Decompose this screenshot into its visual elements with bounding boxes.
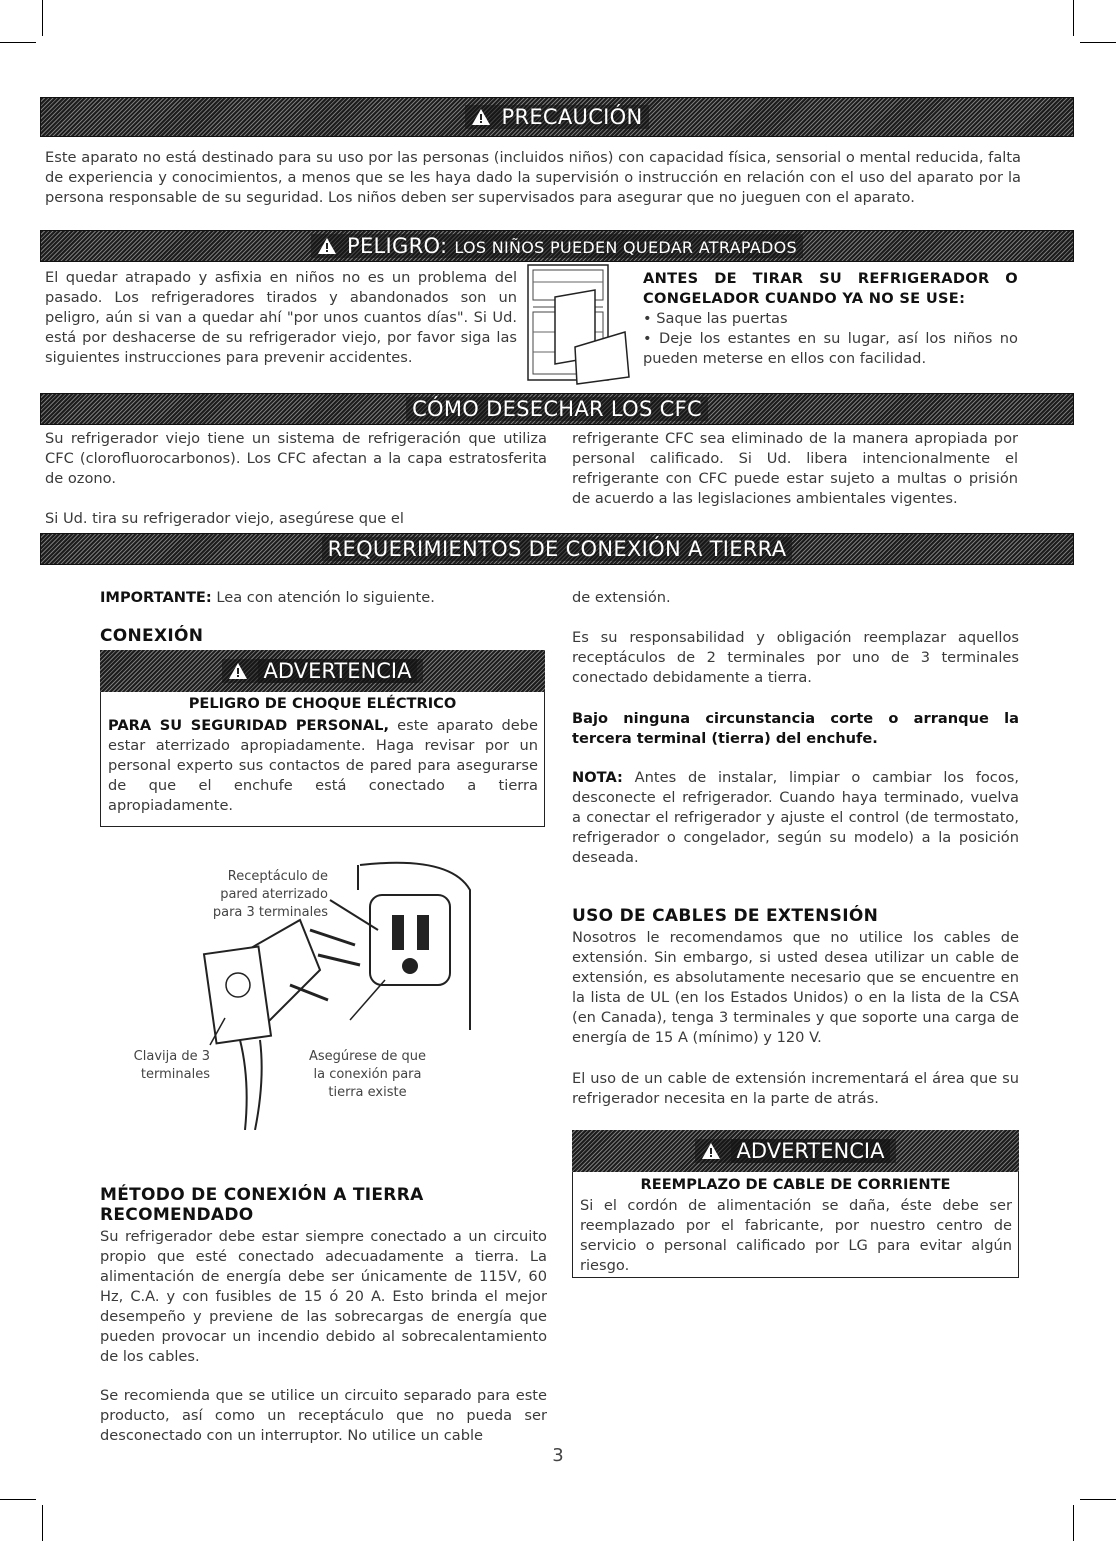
refrigerator-figure (525, 262, 635, 387)
precaucion-header (40, 97, 1074, 137)
advertencia-1-subtitle: PELIGRO DE CHOQUE ELÉCTRICO (188, 695, 457, 712)
fig-label-receptacle: Receptáculo de pared aterrizado para 3 terminales (212, 869, 328, 920)
importante-line (100, 588, 550, 608)
importante-label: IMPORTANTE: (100, 589, 212, 606)
crop-mark (42, 0, 43, 36)
crop-mark (1073, 1505, 1074, 1541)
advertencia-2-text: Si el cordón de alimentación se daña, éste debe ser reemplazado por el fabricante, por nuestro centro de servicio o personal calificado por LG para evitar algún riesgo. (580, 1197, 1012, 1274)
metodo-p2: Se recomienda que se utilice un circuito separado para este producto, así como un receptáculo que no pueda ser desconectado con un interruptor. No utilice un cable (100, 1387, 547, 1444)
uso-p2: El uso de un cable de extensión incrementará el área que su refrigerador necesita en la parte de atrás. (572, 1070, 1019, 1107)
peligro-bullet-2: • Deje los estantes en su lugar, así los niños no pueden meterse en ellos con facilidad. (643, 330, 1018, 367)
crop-mark (1080, 42, 1116, 43)
metodo-heading: MÉTODO DE CONEXIÓN A TIERRA RECOMENDADO (100, 1185, 424, 1225)
cfc-left-p1: Su refrigerador viejo tiene un sistema de refrigeración que utiliza CFC (clorofluorocarbonos). Los CFC afectan a la capa estratosferita de ozono. (45, 430, 547, 487)
cfc-title: CÓMO DESECHAR LOS CFC (406, 397, 708, 421)
metodo-p1: Su refrigerador debe estar siempre conectado a un circuito propio que esté conectado adecuadamente a tierra. La alimentación de energía debe ser únicamente de 115V, 60 Hz, C.A. y con fusibles de 15 ó 20 A. Esto brinda el mejor desempeño y previene de las sobrecargas de energía que pueden provocar un incendio debido al sobrecalentamiento de los cables. (100, 1228, 547, 1365)
peligro-bullet-1: • Saque las puertas (643, 310, 788, 327)
advertencia-1-body: este aparato debe estar aterrizado apropiadamente. Haga revisar por un personal experto sus contactos de pared para asegurarse de que el enchufe está conectado a tierra apropiadamente. (108, 717, 538, 814)
advertencia-2-header (572, 1130, 1019, 1172)
peligro-header (40, 230, 1074, 262)
uso-heading: USO DE CABLES DE EXTENSIÓN (572, 906, 879, 926)
nota-block (572, 768, 1019, 868)
page-number: 3 (552, 1445, 564, 1466)
right-cont: de extensión. (572, 589, 671, 606)
cfc-left-p2: Si Ud. tira su refrigerador viejo, asegúrese que el (45, 510, 404, 527)
crop-mark (1073, 0, 1074, 36)
precaucion-text: Este aparato no está destinado para su uso por las personas (incluidos niños) con capacidad física, sensorial o mental reducida, falta de experiencia y conocimientos, a menos que se les haya dado la supervisión o instrucción en relación con el uso del aparato por la persona responsable de su seguridad. Los niños deben ser supervisados para asegurar que no jueguen con el aparato. (45, 149, 1021, 206)
cfc-right-p: refrigerante CFC sea eliminado de la manera apropiada por personal calificado. Si Ud. libera intencionalmente el refrigerante con CFC puede estar sujeto a multas o prisión de acuerdo a las legislaciones ambientales vigentes. (572, 430, 1018, 507)
nota-text: Antes de instalar, limpiar o cambiar los focos, desconecte el refrigerador. Cuando haya terminado, vuelva a conectar el refrigerador y ajuste el control (de termostato, refrigerador o congelador, según su modelo) a la posición deseada. (572, 769, 1019, 866)
nota-label: NOTA: (572, 769, 623, 786)
peligro-right-heading: ANTES DE TIRAR SU REFRIGERADOR O CONGELADOR CUANDO YA NO SE USE: (643, 270, 1018, 307)
crop-mark (42, 1505, 43, 1541)
importante-text: Lea con atención lo siguiente. (216, 589, 435, 606)
precaucion-title: PRECAUCIÓN (501, 105, 643, 129)
peligro-title: PELIGRO: (347, 234, 448, 258)
fig-label-plug: Clavija de 3 terminales (133, 1049, 210, 1082)
peligro-left-text: El quedar atrapado y asfixia en niños no es un problema del pasado. Los refrigeradores tirados y abandonados son un peligro, aún si van a quedar ahí "por unos cuantos días". Si Ud. está por deshacerse de su refrigerador viejo, por favor siga las siguientes instrucciones para prevenir accidentes. (45, 269, 517, 366)
peligro-subtitle: LOS NIÑOS PUEDEN QUEDAR ATRAPADOS (454, 238, 797, 257)
tierra-header (40, 533, 1074, 565)
warning-icon (317, 237, 337, 255)
advertencia-1-text (108, 716, 538, 816)
right-bold-warning: Bajo ninguna circunstancia corte o arranque la tercera terminal (tierra) del enchufe. (572, 710, 1019, 747)
crop-mark (0, 42, 36, 43)
advertencia-2-title: ADVERTENCIA (731, 1139, 891, 1163)
tierra-title: REQUERIMIENTOS DE CONEXIÓN A TIERRA (322, 537, 793, 561)
fig-label-ground: Asegúrese de que la conexión para tierra existe (309, 1049, 426, 1100)
advertencia-2-subtitle: REEMPLAZO DE CABLE DE CORRIENTE (640, 1176, 951, 1193)
cfc-header (40, 393, 1074, 425)
warning-icon (471, 108, 491, 126)
crop-mark (0, 1499, 36, 1500)
crop-mark (1080, 1499, 1116, 1500)
warning-icon (228, 662, 248, 680)
advertencia-1-bold: PARA SU SEGURIDAD PERSONAL, (108, 717, 390, 734)
conexion-heading: CONEXIÓN (100, 626, 204, 646)
advertencia-1-header (100, 650, 545, 692)
uso-p1: Nosotros le recomendamos que no utilice los cables de extensión. Sin embargo, si usted desea utilizar un cable de extensión, es absolutamente necesario que se encuentre en la lista de UL (en los Estados Unidos) o en la lista de la CSA (en Canada), tenga 3 terminales y que soporte una carga de energía de 15 A (mínimo) y 120 V. (572, 929, 1019, 1046)
right-p1: Es su responsabilidad y obligación reemplazar aquellos receptáculos de 2 terminales por uno de 3 terminales conectado debidamente a tierra. (572, 629, 1019, 686)
warning-icon (701, 1142, 721, 1160)
advertencia-1-title: ADVERTENCIA (258, 659, 418, 683)
